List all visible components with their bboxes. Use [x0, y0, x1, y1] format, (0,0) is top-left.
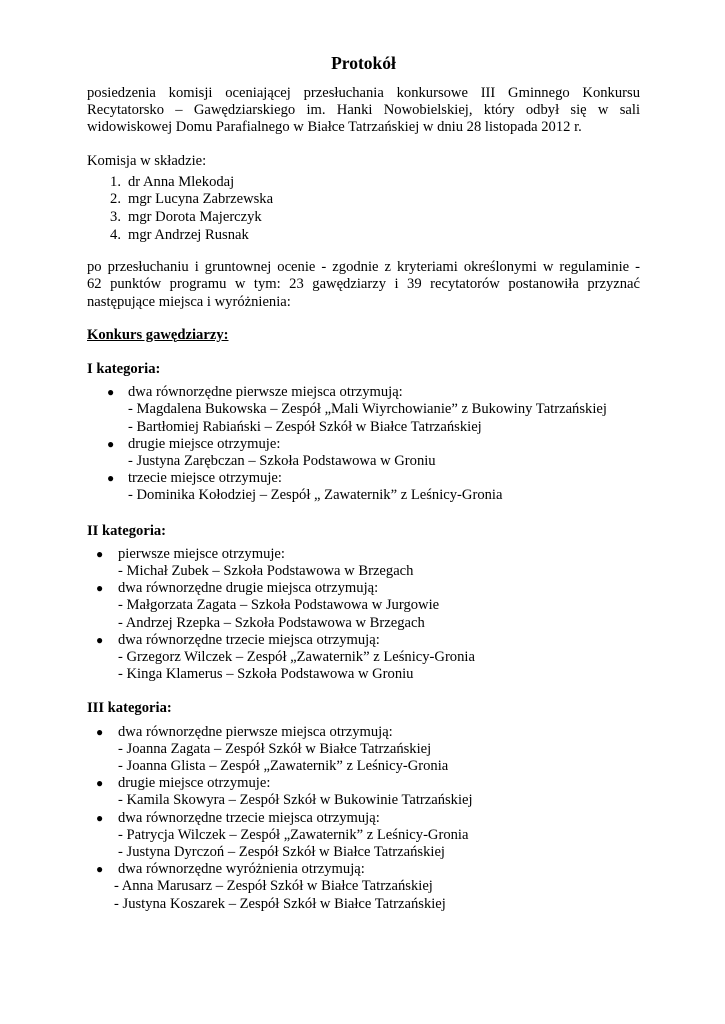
decision-line: po przesłuchaniu i gruntownej ocenie - zgodnie z kryteriami określonymi w regulaminie -: [87, 259, 640, 276]
award-entry: - Joanna Glista – Zespół „Zawaternik” z Leśnicy-Gronia: [118, 758, 449, 775]
award-group: [87, 384, 640, 401]
award-label: dwa równorzędne trzecie miejsca otrzymują:: [118, 631, 380, 648]
intro-line: Recytatorsko – Gawędziarskiego im. Hanki Nowobielskiej, który odbył się w sali: [87, 102, 640, 119]
committee-member: 2. mgr Lucyna Zabrzewska: [110, 191, 274, 208]
award-entry: - Bartłomiej Rabiański – Zespół Szkół w Białce Tatrzańskiej: [128, 418, 482, 435]
award-label: dwa równorzędne drugie miejsca otrzymują:: [118, 580, 379, 597]
award-group: [87, 861, 640, 878]
bullet-icon: ●: [96, 776, 104, 791]
award-label: drugie miejsce otrzymuje:: [118, 775, 271, 792]
award-label: dwa równorzędne wyróżnienia otrzymują:: [118, 861, 365, 878]
category-block: [87, 384, 640, 504]
award-entry: - Dominika Kołodziej – Zespół „ Zawaternik” z Leśnicy-Gronia: [128, 487, 503, 504]
bullet-icon: ●: [96, 862, 104, 877]
award-entry: - Magdalena Bukowska – Zespół „Mali Wiyrchowianie” z Bukowiny Tatrzańskiej: [128, 401, 607, 418]
award-entry: - Małgorzata Zagata – Szkoła Podstawowa w Jurgowie: [118, 597, 440, 614]
bullet-icon: ●: [96, 810, 104, 825]
bullet-icon: ●: [107, 385, 115, 400]
award-entry: - Joanna Zagata – Zespół Szkół w Białce Tatrzańskiej: [118, 740, 432, 757]
award-group: [87, 580, 640, 597]
decision-paragraph: [87, 259, 640, 311]
award-group: [87, 810, 640, 827]
award-entry: - Kamila Skowyra – Zespół Szkół w Bukowinie Tatrzańskiej: [118, 792, 473, 809]
bullet-icon: ●: [96, 546, 104, 561]
award-entry: - Andrzej Rzepka – Szkoła Podstawowa w Brzegach: [118, 614, 425, 631]
award-label: dwa równorzędne pierwsze miejsca otrzymują:: [118, 723, 393, 740]
committee-member: 4. mgr Andrzej Rusnak: [110, 226, 249, 243]
section-title: Konkurs gawędziarzy:: [87, 326, 229, 343]
intro-line: posiedzenia komisji oceniającej przesłuchania konkursowe III Gminnego Konkursu: [87, 85, 640, 101]
award-entry: - Justyna Koszarek – Zespół Szkół w Białce Tatrzańskiej: [114, 895, 446, 912]
award-label: dwa równorzędne trzecie miejsca otrzymują:: [118, 809, 380, 826]
award-entry: - Michał Zubek – Szkoła Podstawowa w Brzegach: [118, 563, 414, 580]
award-label: pierwsze miejsce otrzymuje:: [118, 545, 285, 562]
committee-member: 1. dr Anna Mlekodaj: [110, 173, 235, 190]
decision-line: 62 punktów programu w tym: 23 gawędziarzy i 39 recytatorów postanowiła przyznać: [87, 276, 640, 293]
bullet-icon: ●: [96, 632, 104, 647]
award-group: [87, 546, 640, 563]
award-group: [87, 775, 640, 792]
award-entry: - Anna Marusarz – Zespół Szkół w Białce Tatrzańskiej: [114, 878, 433, 895]
award-label: drugie miejsce otrzymuje:: [128, 435, 281, 452]
category-title: III kategoria:: [87, 700, 172, 717]
document-title: Protokół: [331, 53, 396, 73]
document-page: [87, 52, 640, 913]
award-entry: - Kinga Klamerus – Szkoła Podstawowa w Groniu: [118, 666, 414, 683]
category-title: II kategoria:: [87, 522, 167, 539]
committee-list: [87, 174, 640, 244]
bullet-icon: ●: [96, 581, 104, 596]
award-entry: - Patrycja Wilczek – Zespół „Zawaternik” z Leśnicy-Gronia: [118, 826, 469, 843]
award-entry: - Grzegorz Wilczek – Zespół „Zawaternik” z Leśnicy-Gronia: [118, 649, 475, 666]
award-group: [87, 724, 640, 741]
decision-line: następujące miejsca i wyróżnienia:: [87, 293, 291, 310]
bullet-icon: ●: [107, 436, 115, 451]
bullet-icon: ●: [107, 471, 115, 486]
award-group: [87, 470, 640, 487]
committee-member: 3. mgr Dorota Majerczyk: [110, 209, 262, 225]
category-title: I kategoria:: [87, 361, 161, 377]
award-label: dwa równorzędne pierwsze miejsca otrzymują:: [128, 384, 403, 401]
award-group: [87, 632, 640, 649]
award-label: trzecie miejsce otrzymuje:: [128, 470, 282, 487]
bullet-icon: ●: [96, 724, 104, 739]
category-block: [87, 724, 640, 913]
award-group: [87, 436, 640, 453]
intro-paragraph: [87, 85, 640, 137]
committee-label: Komisja w składzie:: [87, 152, 207, 169]
award-entry: - Justyna Zarębczan – Szkoła Podstawowa w Groniu: [128, 453, 436, 470]
intro-line: widowiskowej Domu Parafialnego w Białce Tatrzańskiej w dniu 28 listopada 2012 r.: [87, 119, 582, 136]
award-entry: - Justyna Dyrczoń – Zespół Szkół w Białce Tatrzańskiej: [118, 844, 445, 861]
category-block: [87, 546, 640, 684]
